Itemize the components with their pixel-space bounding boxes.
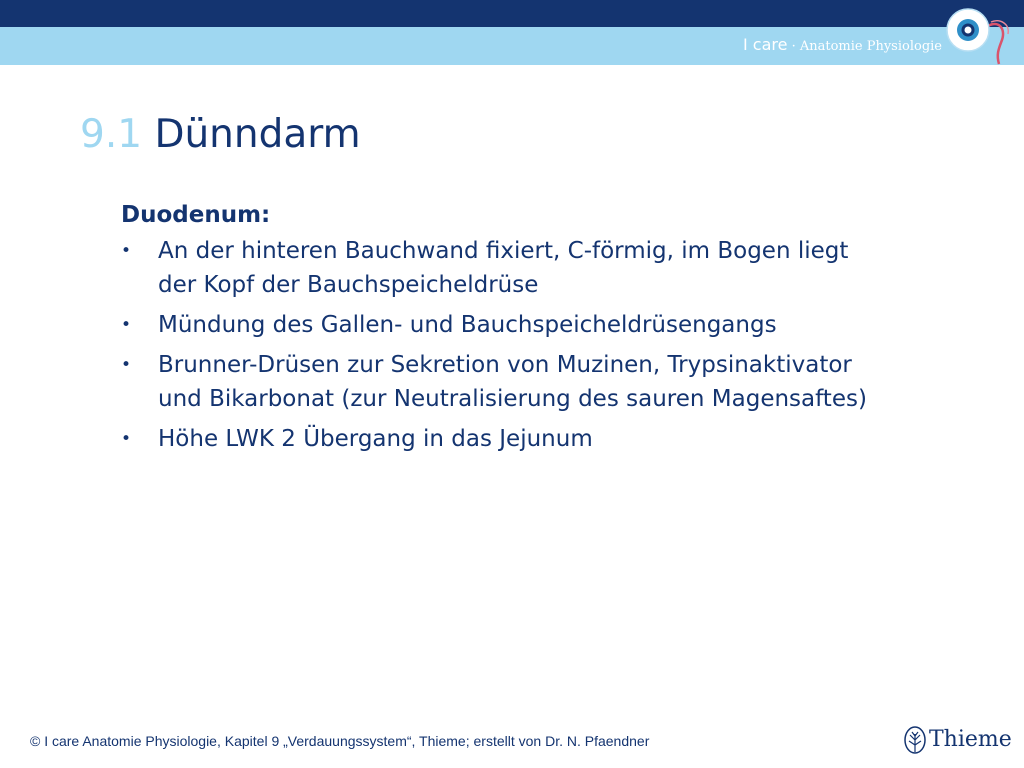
bullet-text: An der hinteren Bauchwand fixiert, C-förmig, im Bogen liegt der Kopf der Bauchspeicheldrüse [158,238,849,298]
title-number: 9.1 [80,112,143,157]
bullet-list [121,234,881,456]
bullet-text: Mündung des Gallen- und Bauchspeicheldrüsengangs [158,312,777,338]
brand-sub: · Anatomie Physiologie [787,39,942,54]
bullet-item [121,348,881,416]
brand-main: I care [742,35,788,54]
publisher-name: Thieme [929,727,1012,752]
bullet-item [121,234,881,302]
slide-content [121,202,881,462]
footer-copyright: © I care Anatomie Physiologie, Kapitel 9 „Verdauungssystem“, Thieme; erstellt von Dr. N. Pfaendner [30,733,650,749]
bullet-icon: • [121,429,132,449]
header-dark-band [0,0,1024,27]
eye-logo-icon [944,6,1014,72]
slide-title [80,112,361,157]
bullet-icon: • [121,355,132,375]
bullet-item [121,422,881,456]
tree-icon [904,726,926,756]
title-text: Dünndarm [154,112,361,157]
bullet-icon: • [121,241,132,261]
section-subheading: Duodenum: [121,202,271,228]
bullet-item [121,308,881,342]
bullet-text: Höhe LWK 2 Übergang in das Jejunum [158,426,593,452]
brand-label [743,35,942,54]
bullet-text: Brunner-Drüsen zur Sekretion von Muzinen, Trypsinaktivator und Bikarbonat (zur Neutralisierung des sauren Magensaftes) [158,352,867,412]
bullet-icon: • [121,315,132,335]
